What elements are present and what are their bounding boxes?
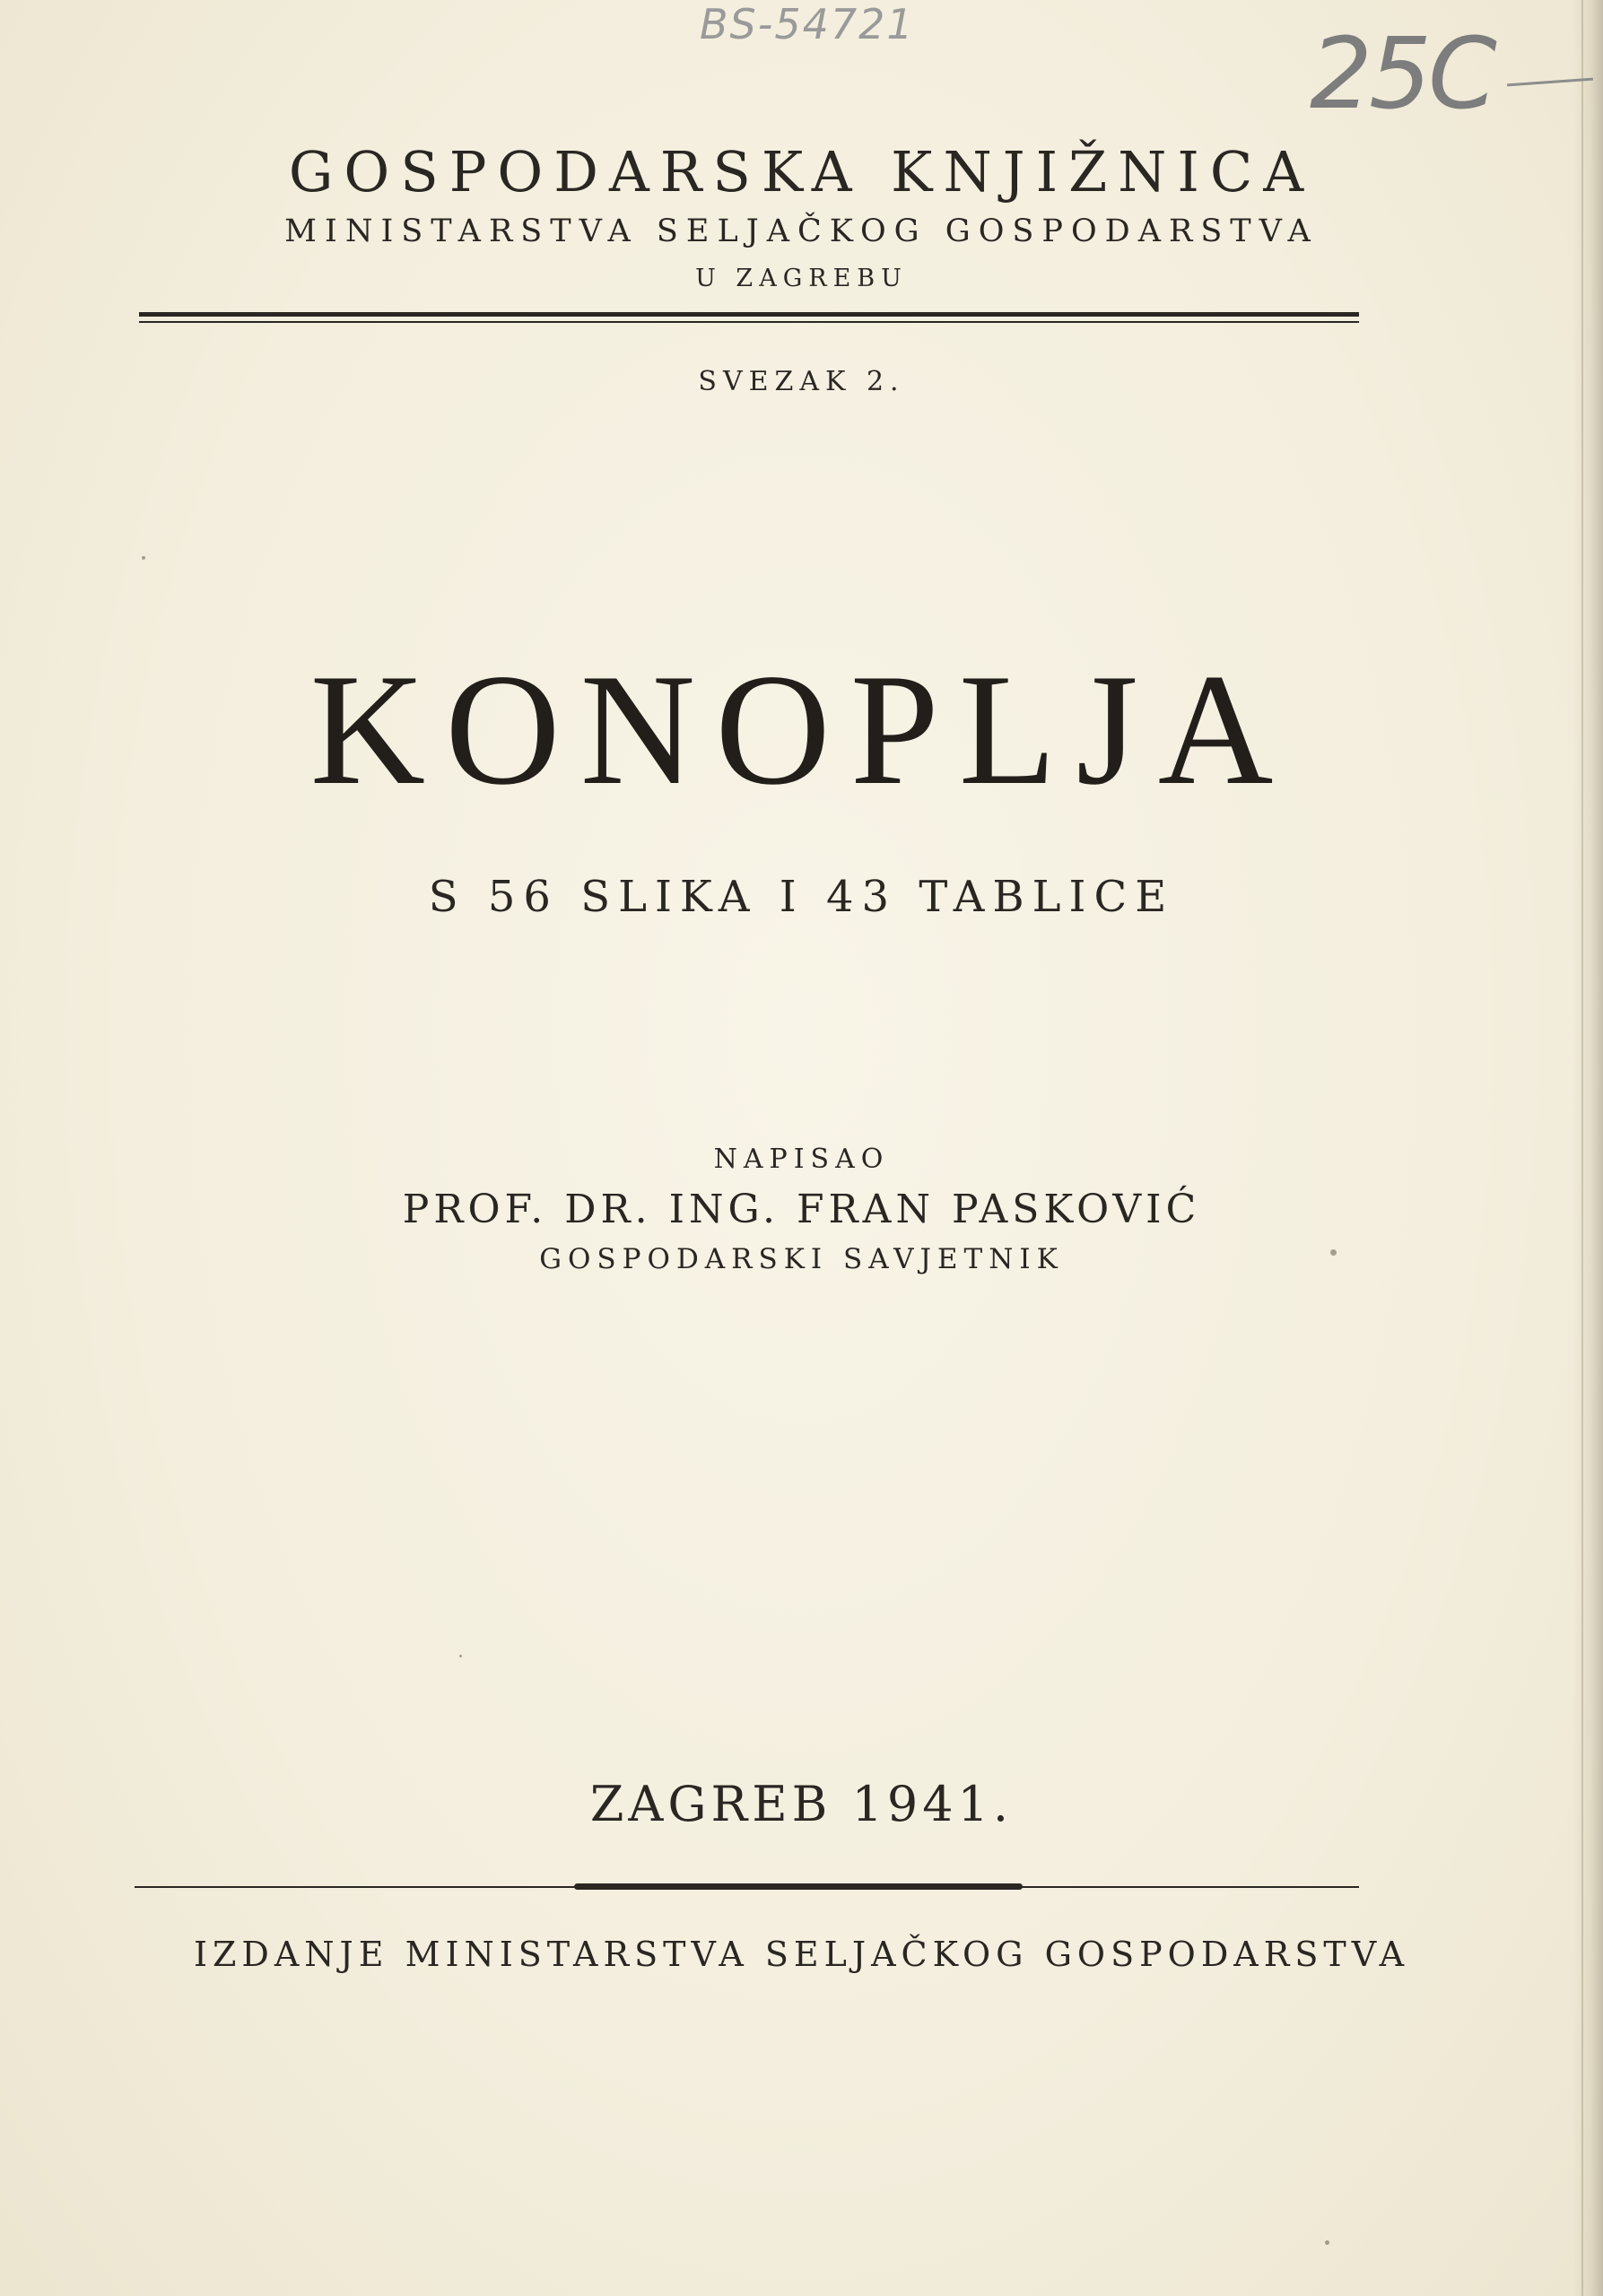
header-rule-thick <box>139 312 1359 317</box>
paper-speck <box>1325 2240 1329 2245</box>
handwritten-number: 25C <box>1310 16 1494 131</box>
author-title: GOSPODARSKI SAVJETNIK <box>539 1243 1064 1275</box>
publisher-line: IZDANJE MINISTARSTVA SELJAČKOG GOSPODARSTVA <box>193 1935 1410 1974</box>
written-by-label: NAPISAO <box>713 1144 890 1175</box>
volume-number: SVEZAK 2. <box>698 366 905 397</box>
book-title: KONOPLJA <box>309 640 1294 818</box>
paper-speck <box>1330 1249 1337 1256</box>
paper-speck <box>459 1655 462 1657</box>
book-subtitle: S 56 SLIKA I 43 TABLICE <box>428 872 1175 922</box>
header-rule-thin <box>139 321 1359 323</box>
series-title: GOSPODARSKA KNJIŽNICA <box>288 139 1315 204</box>
author-name: PROF. DR. ING. FRAN PASKOVIĆ <box>402 1187 1201 1232</box>
city-line: U ZAGREBU <box>695 265 908 292</box>
handwritten-catalog-code: BS-54721 <box>700 0 915 48</box>
ministry-line: MINISTARSTVA SELJAČKOG GOSPODARSTVA <box>284 213 1319 249</box>
paper-speck <box>142 556 145 560</box>
place-and-date: ZAGREB 1941. <box>589 1776 1014 1832</box>
imprint-rule-center <box>574 1883 1023 1890</box>
